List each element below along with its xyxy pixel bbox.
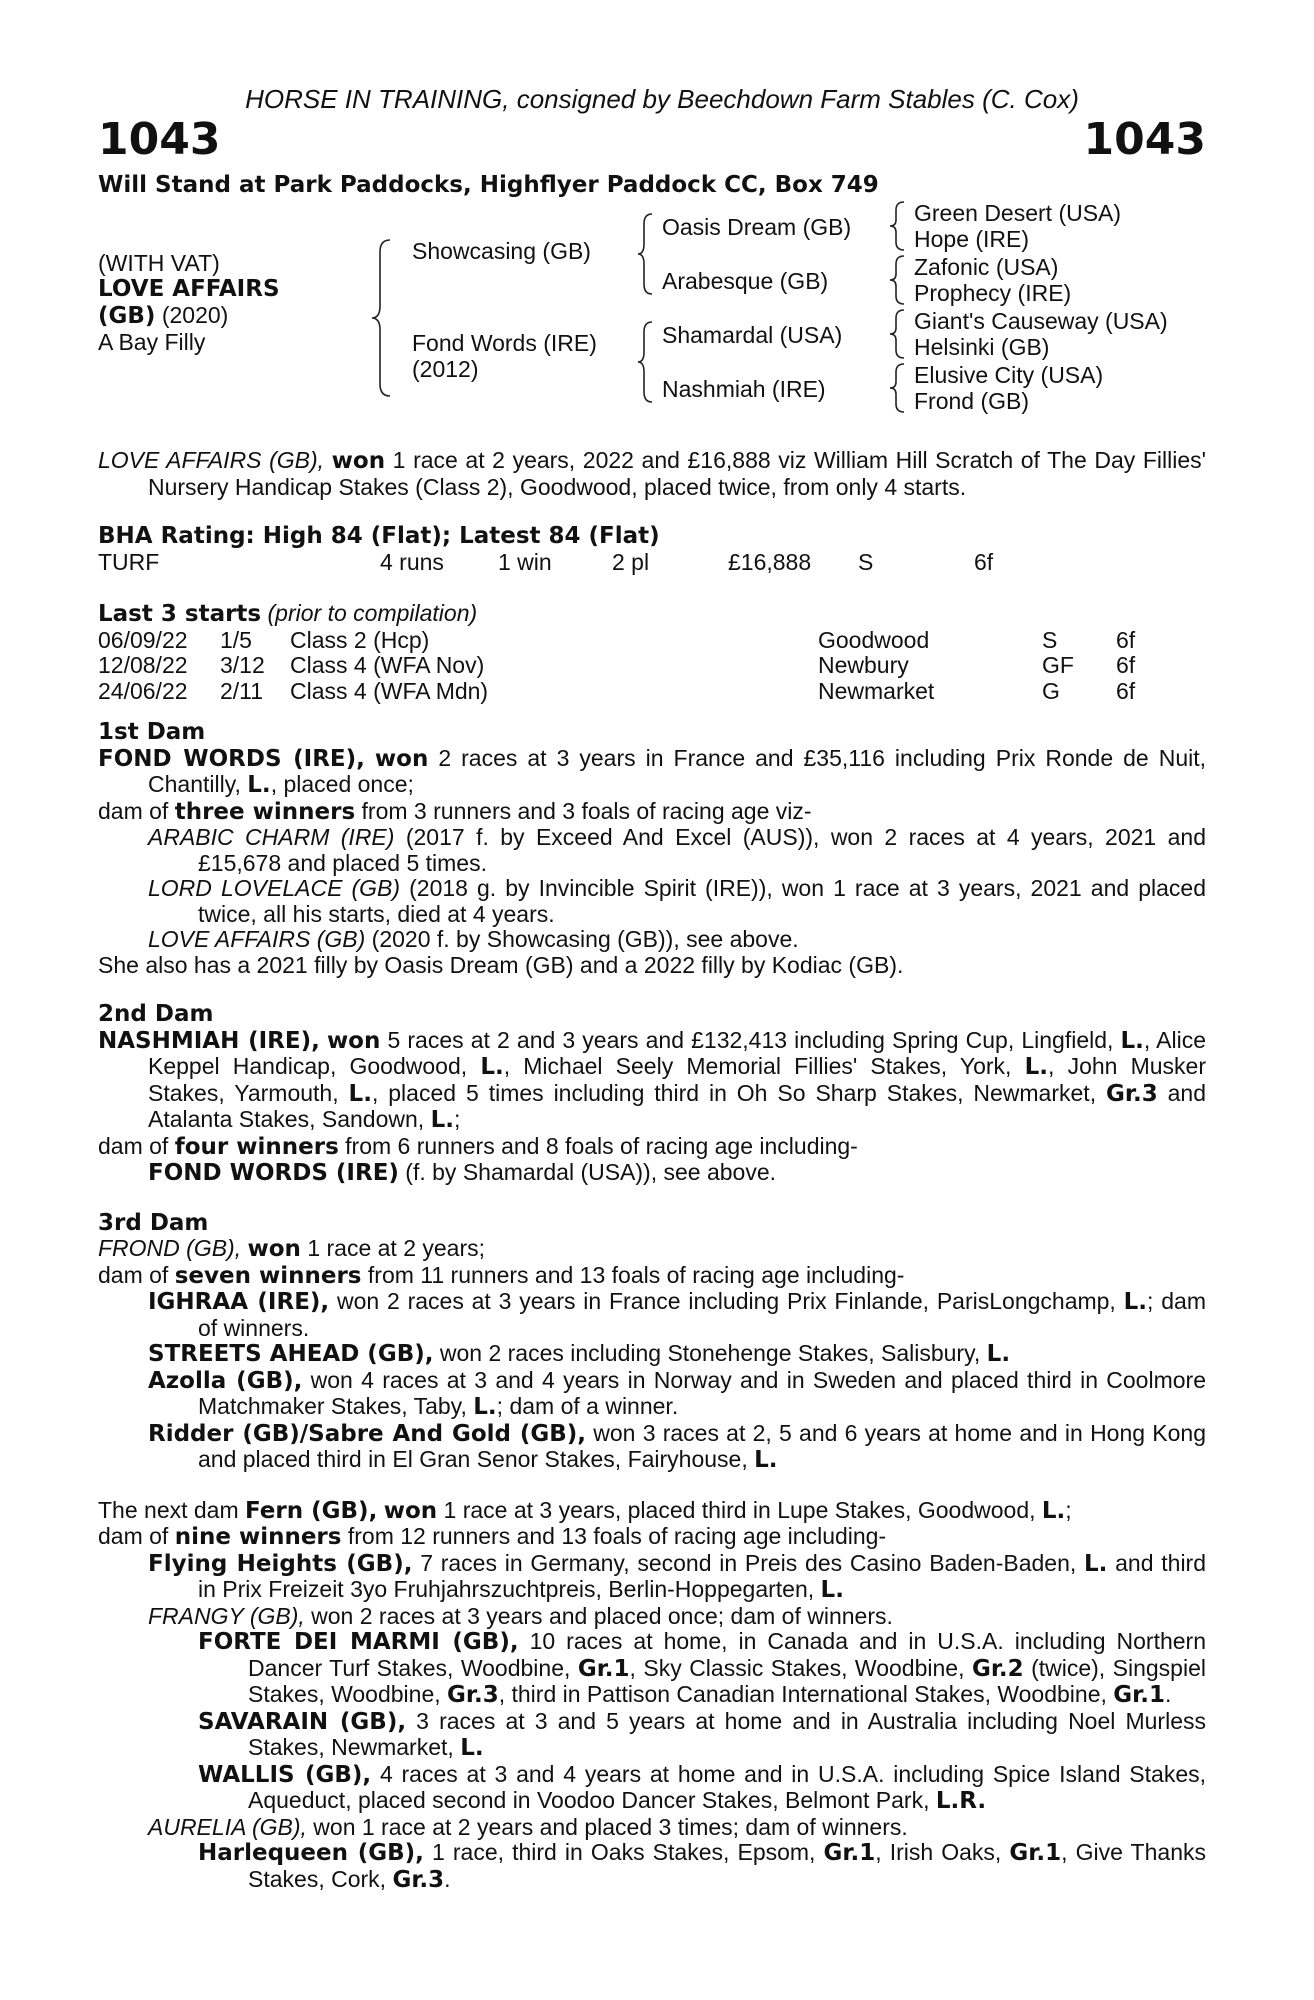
- dam-of-suffix: from 12 runners and 13 foals of racing age including-: [341, 1523, 887, 1549]
- produce-text: , Sky Classic Stakes, Woodbine,: [629, 1654, 972, 1681]
- produce-item: [98, 1815, 1206, 1841]
- listed-mark: L.: [473, 1394, 497, 1420]
- start-position: 1/5: [220, 626, 252, 653]
- produce-text: won 1 race at 2 years and placed 3 times; dam of winners.: [306, 1813, 908, 1840]
- next-dam-name: Fern (GB),: [245, 1497, 378, 1524]
- first-dam-name: FOND WORDS (IRE),: [98, 745, 365, 772]
- dam-sire-dam: Helsinki (GB): [914, 334, 1050, 360]
- start-course: Goodwood: [818, 626, 930, 653]
- listed-mark: L.: [460, 1735, 484, 1761]
- produce-item: [98, 1421, 1206, 1474]
- horse-identity: [98, 250, 280, 355]
- group-mark: Gr.1: [1113, 1682, 1165, 1708]
- record-distance: 6f: [974, 548, 994, 575]
- lot-number-left: 1043: [98, 114, 221, 165]
- produce-name: FORTE DEI MARMI (GB),: [198, 1629, 519, 1655]
- produce-text: won 2 races including Stonehenge Stakes, Salisbury,: [433, 1340, 987, 1366]
- second-dam-heading: 2nd Dam: [98, 1001, 214, 1027]
- dam-of-prefix: dam of: [98, 1261, 175, 1288]
- start-race: Class 4 (WFA Mdn): [290, 677, 489, 704]
- start-row: [98, 628, 1206, 654]
- start-date: 12/08/22: [98, 652, 188, 678]
- produce-text: , third in Pattison Canadian International Stakes, Woodbine,: [498, 1681, 1114, 1707]
- produce-text: , Irish Oaks,: [875, 1839, 1010, 1865]
- listed-race-mark: L.R.: [935, 1788, 987, 1814]
- group-mark: Gr.1: [823, 1840, 876, 1866]
- record-text: 5 races at 2 and 3 years and £132,413 including Spring Cup, Lingfield,: [380, 1026, 1121, 1053]
- listed-mark: L.: [1084, 1550, 1108, 1577]
- lot-number-row: [98, 114, 1206, 166]
- produce-text: won 2 races at 3 years in France including Prix Finlande, ParisLongchamp,: [329, 1288, 1124, 1314]
- grandproduce-item: [98, 1629, 1206, 1709]
- produce-item: [98, 1289, 1206, 1341]
- start-going: S: [1042, 626, 1058, 653]
- produce-text: 4 races at 3 and 4 years at home and in U.S.A. including Spice Island Stakes, Aqueduct, placed second in Voodoo Dancer Stakes, Belmont Park,: [248, 1760, 1207, 1813]
- listed-mark: L.: [348, 1080, 372, 1107]
- winners-count: four winners: [174, 1133, 339, 1160]
- dam-of-suffix: from 6 runners and 8 foals of racing age including-: [338, 1132, 858, 1159]
- record-text: , John Musker Stakes, Yarmouth,: [148, 1053, 1206, 1106]
- second-dam-won: won: [326, 1027, 381, 1054]
- horse-country: (GB): [98, 303, 156, 329]
- sire-dam-sire: Zafonic (USA): [914, 254, 1059, 280]
- listed-mark: L.: [820, 1577, 844, 1603]
- winners-count: nine winners: [174, 1524, 342, 1550]
- group-mark: Gr.3: [1106, 1080, 1158, 1107]
- start-row: [98, 653, 1206, 679]
- summary-horse-name: LOVE AFFAIRS (GB),: [98, 447, 325, 473]
- dam-dam-dam: Frond (GB): [914, 388, 1030, 414]
- produce-name: SAVARAIN (GB),: [198, 1708, 407, 1735]
- group-mark: Gr.3: [392, 1866, 445, 1893]
- record-placed: 2 pl: [612, 548, 650, 575]
- dam-sire: Shamardal (USA): [662, 322, 843, 348]
- sire-dam: Arabesque (GB): [662, 268, 829, 294]
- produce-text: won 4 races at 3 and 4 years in Norway and in Sweden and placed third in Coolmore Matchmaker Stakes, Taby,: [198, 1366, 1206, 1419]
- produce-text: won 3 races at 2, 5 and 6 years at home and in Hong Kong and placed third in El Gran Senor Stakes, Fairyhouse,: [198, 1419, 1206, 1472]
- brace-ds: [888, 308, 908, 360]
- dam: [412, 330, 597, 382]
- brace-dd: [888, 362, 908, 414]
- start-going: GF: [1042, 652, 1074, 678]
- produce-text: (2017 f. by Exceed And Excel (AUS)), won 2 races at 4 years, 2021 and £15,678 and placed 5 times.: [198, 824, 1206, 876]
- third-dam-name: FROND (GB),: [98, 1235, 242, 1261]
- first-dam-record: [98, 746, 1206, 799]
- pedigree-table: [98, 200, 1206, 418]
- race-summary: [98, 448, 1206, 500]
- record-text: 1 race at 3 years, placed third in Lupe Stakes, Goodwood,: [437, 1496, 1042, 1523]
- produce-item: [98, 1160, 1206, 1187]
- listed-mark: L.: [754, 1447, 778, 1473]
- last-starts-title: Last 3 starts: [98, 601, 262, 627]
- dam-year: (2012): [412, 356, 479, 382]
- next-dam-intro: The next dam: [98, 1496, 246, 1523]
- produce-name: Flying Heights (GB),: [148, 1550, 413, 1577]
- group-mark: Gr.1: [1009, 1840, 1062, 1866]
- first-dam-text: 2 races at 3 years in France and £35,116 including Prix Ronde de Nuit, Chantilly,: [148, 744, 1207, 797]
- produce-item: [98, 1551, 1206, 1604]
- start-distance: 6f: [1116, 677, 1136, 704]
- produce-item: [98, 1368, 1206, 1421]
- group-mark: Gr.3: [447, 1682, 499, 1708]
- second-dam-name: NASHMIAH (IRE),: [98, 1027, 320, 1054]
- listed-mark: L.: [480, 1054, 504, 1080]
- brace-sire: [636, 212, 656, 296]
- start-position: 3/12: [220, 652, 265, 678]
- produce-item: [98, 825, 1206, 876]
- consignor-line: HORSE IN TRAINING, consigned by Beechdown Farm Stables (C. Cox): [245, 84, 1079, 114]
- produce-name: AURELIA (GB),: [148, 1813, 307, 1840]
- first-dam-won: won: [374, 745, 429, 772]
- sire-sire-sire: Green Desert (USA): [914, 200, 1122, 226]
- produce-text: 7 races in Germany, second in Preis des Casino Baden-Baden,: [412, 1549, 1084, 1576]
- produce-name: LOVE AFFAIRS (GB): [148, 926, 366, 952]
- sire-sire-dam: Hope (IRE): [914, 226, 1030, 252]
- produce-text: (f. by Shamardal (USA)), see above.: [398, 1159, 777, 1185]
- produce-text: 10 races at home, in Canada and in U.S.A. including Northern Dancer Turf Stakes, Woodbine,: [248, 1628, 1206, 1681]
- summary-text: 1 race at 2 years, 2022 and £16,888 viz William Hill Scratch of The Day Fillies' Nursery Handicap Stakes (Class 2), Goodwood, placed twice, from only 4 starts.: [148, 447, 1206, 500]
- start-course: Newbury: [818, 652, 909, 678]
- record-text: , placed 5 times including third in Oh So Sharp Stakes, Newmarket,: [371, 1079, 1107, 1106]
- group-mark: Gr.1: [577, 1655, 630, 1682]
- last-starts-heading: [98, 601, 1206, 628]
- start-row: [98, 679, 1206, 705]
- start-date: 06/09/22: [98, 626, 188, 653]
- third-dam-won: won: [247, 1236, 301, 1262]
- stand-location: Will Stand at Park Paddocks, Highflyer Paddock CC, Box 749: [98, 172, 879, 198]
- listed-mark: L.: [247, 772, 271, 798]
- produce-text: (twice), Singspiel Stakes, Woodbine,: [248, 1654, 1206, 1707]
- start-going: G: [1042, 677, 1060, 704]
- produce-text: , Give Thanks Stakes, Cork,: [248, 1839, 1206, 1892]
- grandproduce-item: [98, 1709, 1206, 1762]
- turf-record: [98, 550, 1206, 576]
- next-dam-record: [98, 1498, 1206, 1525]
- first-dam-heading: 1st Dam: [98, 719, 206, 745]
- dam-sire-sire: Giant's Causeway (USA): [914, 308, 1168, 334]
- produce-text: .: [1164, 1681, 1172, 1707]
- grandproduce-item: [98, 1840, 1206, 1893]
- produce-item: [98, 1604, 1206, 1630]
- produce-text: 3 races at 3 and 5 years at home and in Australia including Noel Murless Stakes, Newmarket,: [248, 1707, 1206, 1760]
- record-wins: 1 win: [498, 548, 552, 575]
- produce-name: IGHRAA (IRE),: [148, 1289, 330, 1315]
- dam-of-prefix: dam of: [98, 1132, 175, 1159]
- first-dam-also: She also has a 2021 filly by Oasis Dream (GB) and a 2022 filly by Kodiac (GB).: [98, 951, 904, 978]
- produce-text: ; dam of a winner.: [496, 1393, 679, 1419]
- start-distance: 6f: [1116, 652, 1136, 678]
- produce-name: STREETS AHEAD (GB),: [148, 1341, 434, 1367]
- dam-name: Fond Words (IRE): [412, 330, 597, 356]
- horse-year: (2020): [155, 302, 229, 328]
- horse-description: A Bay Filly: [98, 329, 206, 355]
- produce-text: .: [444, 1865, 451, 1892]
- start-course: Newmarket: [818, 677, 935, 704]
- produce-item: [98, 876, 1206, 927]
- third-dam-heading: 3rd Dam: [98, 1209, 209, 1236]
- listed-mark: L.: [1024, 1054, 1049, 1080]
- bha-rating: BHA Rating: High 84 (Flat); Latest 84 (Flat): [98, 523, 660, 549]
- listed-mark: L.: [1123, 1289, 1148, 1315]
- brace-main: [370, 238, 394, 398]
- listed-mark: L.: [1041, 1497, 1066, 1524]
- produce-name: Ridder (GB)/Sabre And Gold (GB),: [148, 1420, 587, 1447]
- start-date: 24/06/22: [98, 677, 188, 704]
- produce-item: [98, 1341, 1206, 1368]
- start-race: Class 4 (WFA Nov): [290, 652, 485, 678]
- dam-of-prefix: dam of: [98, 1523, 175, 1549]
- third-dam-produce: [98, 1263, 1206, 1290]
- produce-name: ARABIC CHARM (IRE): [148, 824, 395, 850]
- start-position: 2/11: [220, 677, 264, 704]
- record-going: S: [858, 548, 874, 575]
- produce-name: FOND WORDS (IRE): [148, 1160, 399, 1186]
- lot-number-right: 1043: [1083, 114, 1206, 165]
- horse-name-line2: [98, 302, 280, 329]
- first-dam-produce: [98, 799, 1206, 826]
- summary-won: won: [331, 448, 386, 474]
- record-text: ;: [453, 1106, 461, 1132]
- dam-of-suffix: from 3 runners and 3 foals of racing age viz-: [355, 797, 812, 824]
- produce-name: WALLIS (GB),: [198, 1761, 372, 1788]
- second-dam-produce: [98, 1134, 1206, 1161]
- produce-text: ; dam of winners.: [198, 1288, 1206, 1341]
- horse-name: LOVE AFFAIRS: [98, 276, 280, 302]
- next-dam-produce: [98, 1524, 1206, 1551]
- record-text: ;: [1065, 1496, 1072, 1523]
- next-dam-won: won: [383, 1497, 438, 1524]
- dam-of-prefix: dam of: [98, 797, 175, 824]
- group-mark: Gr.2: [971, 1655, 1024, 1682]
- produce-text: won 2 races at 3 years and placed once; dam of winners.: [304, 1602, 893, 1629]
- produce-name: LORD LOVELACE (GB): [148, 875, 401, 901]
- record-text: , Michael Seely Memorial Fillies' Stakes, York,: [503, 1053, 1025, 1079]
- record-text: and Atalanta Stakes, Sandown,: [148, 1079, 1207, 1132]
- produce-name: FRANGY (GB),: [148, 1602, 305, 1629]
- dam-dam: Nashmiah (IRE): [662, 376, 826, 402]
- produce-text: (2020 f. by Showcasing (GB)), see above.: [365, 926, 799, 952]
- listed-mark: L.: [1120, 1027, 1144, 1054]
- start-distance: 6f: [1116, 626, 1136, 653]
- catalogue-page: [98, 84, 1206, 1893]
- produce-text: (2018 g. by Invincible Spirit (IRE)), won 1 race at 3 years, 2021 and placed twice, all his starts, died at 4 years.: [198, 875, 1207, 927]
- produce-text: 1 race, third in Oaks Stakes, Epsom,: [423, 1839, 824, 1865]
- sire: Showcasing (GB): [412, 238, 591, 264]
- listed-mark: L.: [986, 1341, 1011, 1367]
- winners-count: three winners: [174, 798, 356, 825]
- record-surface: TURF: [98, 548, 160, 575]
- dam-of-suffix: from 11 runners and 13 foals of racing age including-: [361, 1261, 905, 1288]
- last-starts-table: [98, 628, 1206, 705]
- listed-mark: L.: [430, 1107, 454, 1133]
- record-runs: 4 runs: [380, 548, 444, 575]
- third-dam-record: [98, 1236, 1206, 1263]
- winners-count: seven winners: [174, 1262, 362, 1289]
- brace-ss: [888, 200, 908, 252]
- sire-dam-dam: Prophecy (IRE): [914, 280, 1072, 306]
- record-text: , Alice Keppel Handicap, Goodwood,: [148, 1026, 1207, 1079]
- first-dam-text2: , placed once;: [270, 771, 414, 797]
- dam-dam-sire: Elusive City (USA): [914, 362, 1104, 388]
- vat-label: (WITH VAT): [98, 250, 220, 276]
- produce-text: and third in Prix Freizeit 3yo Fruhjahrszuchtpreis, Berlin-Hoppegarten,: [198, 1549, 1207, 1602]
- produce-name: Azolla (GB),: [148, 1367, 303, 1394]
- brace-sd: [888, 254, 908, 306]
- second-dam-record: [98, 1028, 1206, 1134]
- brace-dam: [636, 320, 656, 404]
- record-text: 1 race at 2 years;: [300, 1235, 486, 1261]
- last-starts-note: (prior to compilation): [261, 600, 478, 626]
- record-earnings: £16,888: [728, 548, 812, 575]
- produce-name: Harlequeen (GB),: [198, 1840, 424, 1866]
- grandproduce-item: [98, 1762, 1206, 1815]
- produce-item: [98, 927, 1206, 953]
- sire-sire: Oasis Dream (GB): [662, 214, 852, 240]
- start-race: Class 2 (Hcp): [290, 626, 430, 653]
